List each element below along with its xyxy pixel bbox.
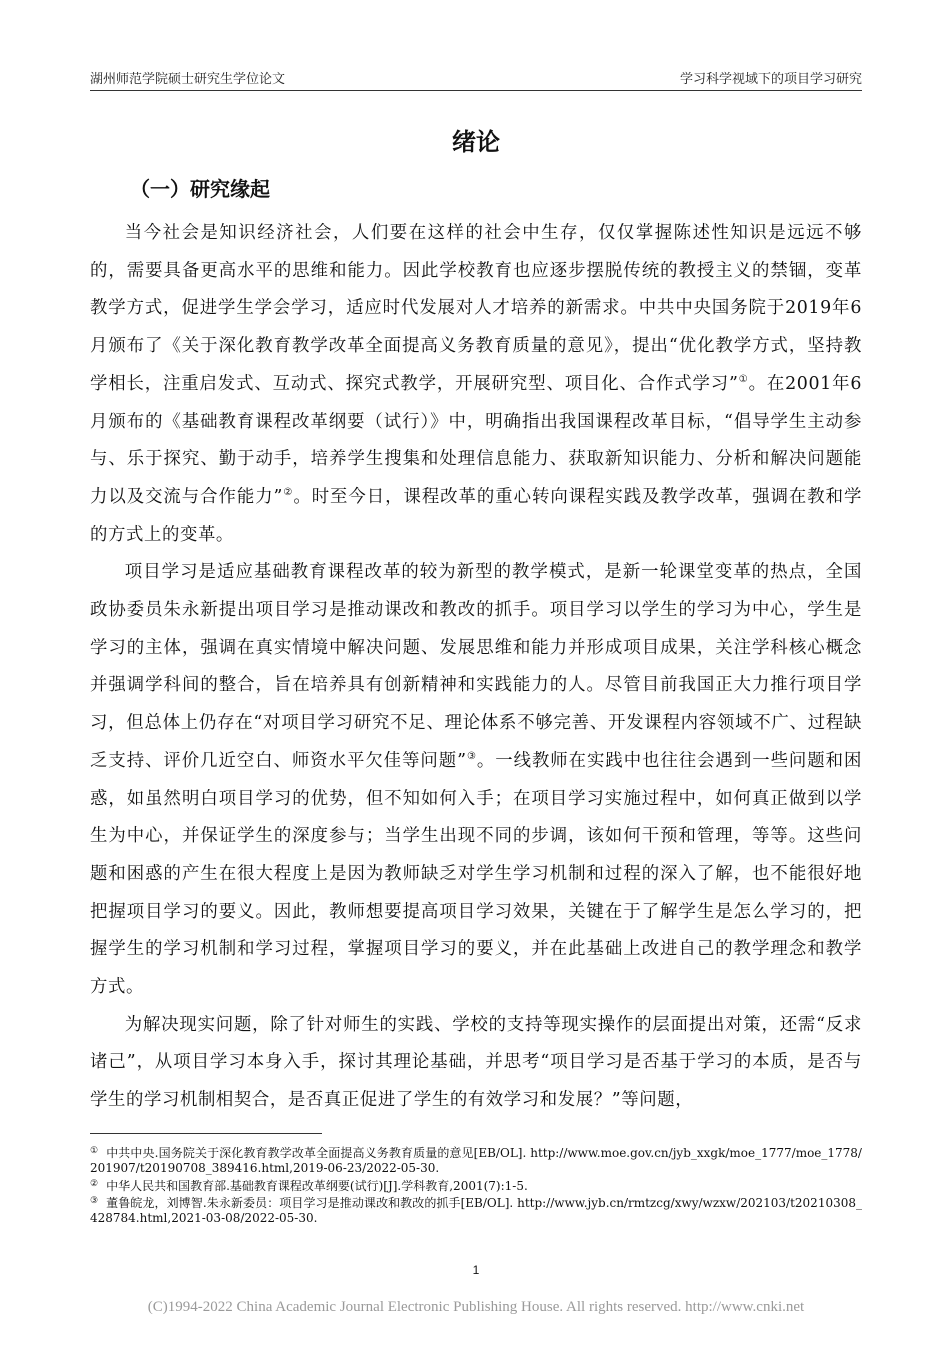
- footnote-ref-3[interactable]: ③: [466, 750, 477, 762]
- footnote-1: [90, 1144, 862, 1177]
- paragraph-1-text-a: 当今社会是知识经济社会，人们要在这样的社会中生存，仅仅掌握陈述性知识是远远不够的，需要具备更高水平的思维和能力。因此学校教育也应逐步摆脱传统的教授主义的禁锢，变革教学方式，促进学生学会学习，适应时代发展对人才培养的新需求。中共中央国务院于2019年6月颁布了《关于深化教育教学改革全面提高义务教育质量的意见》，提出“优化教学方式，坚持教学相长，注重启发式、互动式、探究式教学，开展研究型、项目化、合作式学习”: [90, 223, 862, 394]
- footnotes: [90, 1144, 862, 1226]
- paragraph-2: [90, 554, 862, 1006]
- header-rule: [90, 90, 862, 91]
- paragraph-1-text-b: 。在2001年6月颁布的《基础教育课程改革纲要（试行）》中，明确指出我国课程改革目标，“倡导学生主动参与、乐于探究、勤于动手，培养学生搜集和处理信息能力、获取新知识能力、分析和解决问题能力以及交流与合作能力”: [90, 373, 862, 507]
- footnote-3: [90, 1194, 862, 1227]
- footnote-ref-2[interactable]: ②: [283, 486, 294, 498]
- footnote-mark: ③: [90, 1195, 99, 1206]
- section-heading: （一）研究缘起: [130, 177, 270, 201]
- footnote-2: [90, 1177, 862, 1194]
- footnote-mark: ①: [90, 1146, 99, 1156]
- paragraph-2-text-b: 。一线教师在实践中也往往会遇到一些问题和困惑，如虽然明白项目学习的优势，但不知如何入手；在项目学习实施过程中，如何真正做到以学生为中心，并保证学生的深度参与；当学生出现不同的步调，该如何干预和管理，等等。这些问题和困惑的产生在很大程度上是因为教师缺乏对学生学习机制和过程的深入了解，也不能很好地把握项目学习的要义。因此，教师想要提高项目学习效果，关键在于了解学生是怎么学习的，把握学生的学习机制和学习过程，掌握项目学习的要义，并在此基础上改进自己的教学理念和教学方式。: [90, 750, 862, 998]
- chapter-title: 绪论: [452, 128, 500, 156]
- paragraph-3: 为解决现实问题，除了针对师生的实践、学校的支持等现实操作的层面提出对策，还需“反求诸己”，从项目学习本身入手，探讨其理论基础，并思考“项目学习是否基于学习的本质，是否与学生的学习机制相契合，是否真正促进了学生的有效学习和发展？”等问题，: [90, 1014, 862, 1111]
- footnote-text: 中共中央.国务院关于深化教育教学改革全面提高义务教育质量的意见[EB/OL]. http://www.moe.gov.cn/jyb_xxgk/moe_1777/moe_1778/201907/t20190708_389416.html,2019-06-23/2022-05-30.: [90, 1146, 862, 1176]
- footnote-text: 董鲁皖龙，刘博智.朱永新委员：项目学习是推动课改和教改的抓手[EB/OL]. http://www.jyb.cn/rmtzcg/xwy/wzxw/202103/t20210308_428784.html,2021-03-08/2022-05-30.: [90, 1195, 862, 1226]
- paragraph-1: [90, 215, 862, 554]
- header-left: 湖州师范学院硕士研究生学位论文: [90, 72, 286, 87]
- footnote-mark: ②: [90, 1178, 99, 1189]
- paragraph-2-text-a: 项目学习是适应基础教育课程改革的较为新型的教学模式，是新一轮课堂变革的热点，全国政协委员朱永新提出项目学习是推动课改和教改的抓手。项目学习以学生的学习为中心，学生是学习的主体，强调在真实情境中解决问题、发展思维和能力并形成项目成果，关注学科核心概念并强调学科间的整合，旨在培养具有创新精神和实践能力的人。尽管目前我国正大力推行项目学习，但总体上仍存在“对项目学习研究不足、理论体系不够完善、开发课程内容领域不广、过程缺乏支持、评价几近空白、师资水平欠佳等问题”: [90, 562, 862, 771]
- page-number: 1: [472, 1263, 480, 1277]
- footnote-ref-1[interactable]: ①: [738, 373, 749, 385]
- body-text: [90, 215, 862, 1120]
- header-right: 学习科学视域下的项目学习研究: [679, 72, 862, 87]
- paragraph-1-text-c: 。时至今日，课程改革的重心转向课程实践及教学改革，强调在教和学的方式上的变革。: [90, 486, 862, 545]
- running-header: [90, 68, 862, 87]
- footnote-rule: [90, 1133, 322, 1134]
- copyright-watermark: (C)1994-2022 China Academic Journal Electronic Publishing House. All rights reserved. http://www.cnki.net: [147, 1299, 805, 1315]
- footnote-text: 中华人民共和国教育部.基础教育课程改革纲要(试行)[J].学科教育,2001(7):1-5.: [106, 1178, 528, 1193]
